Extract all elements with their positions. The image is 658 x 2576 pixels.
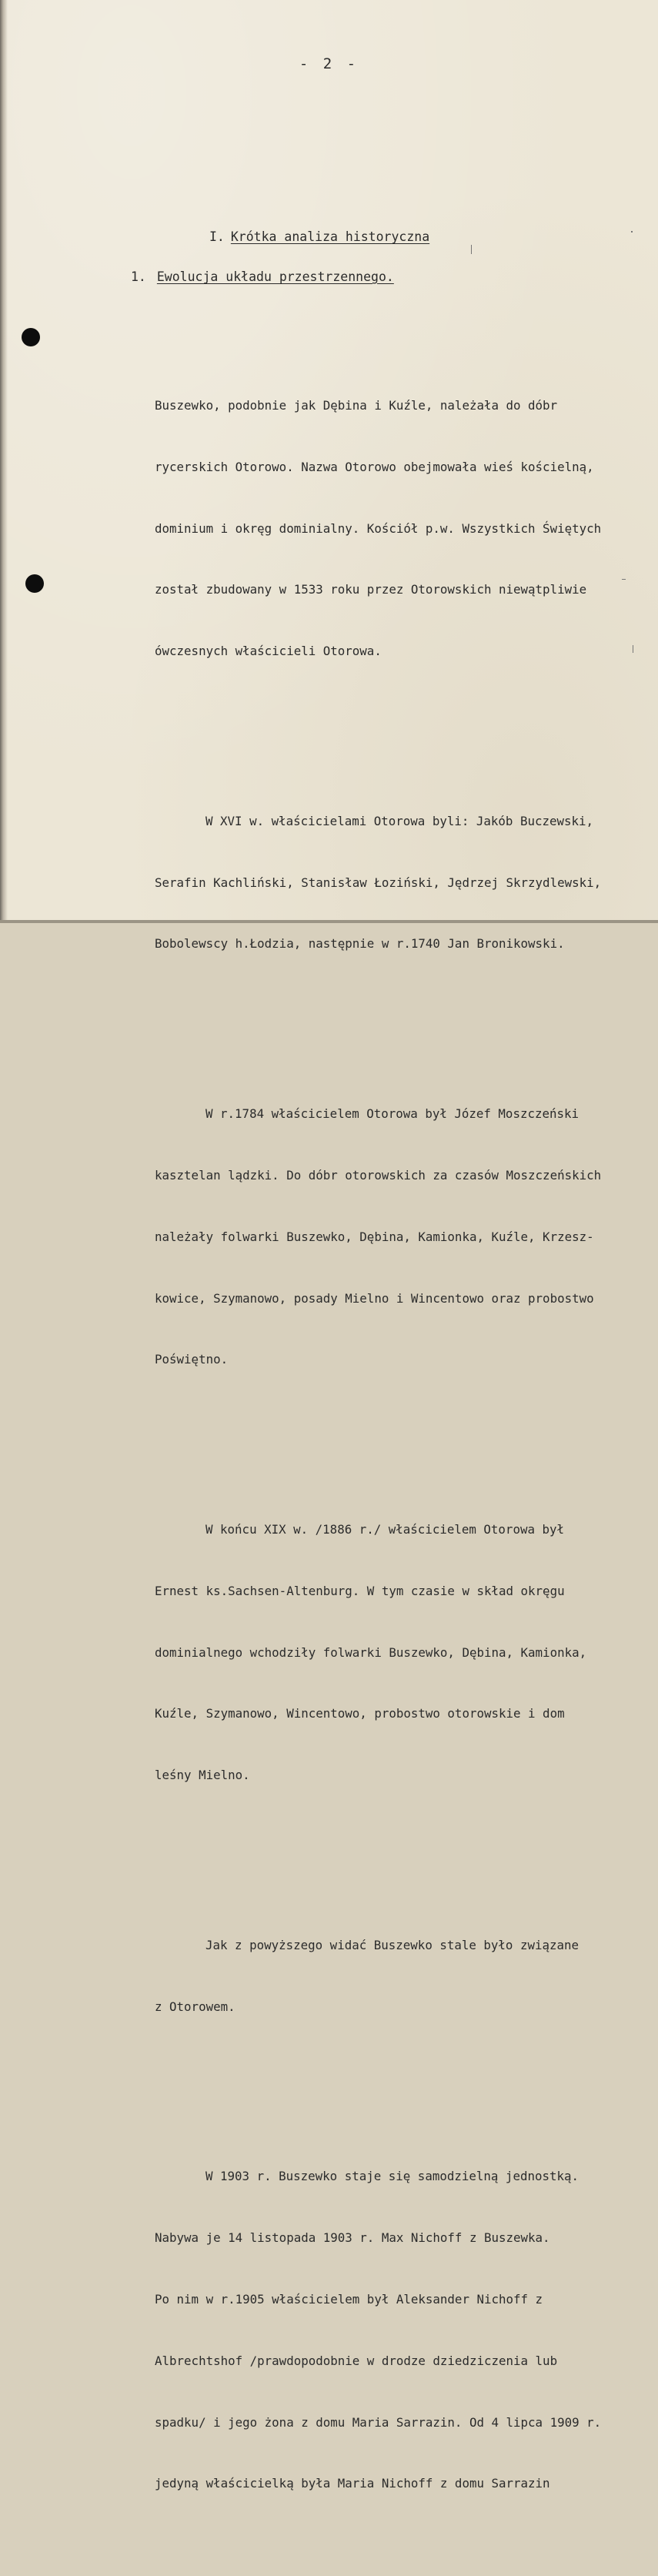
text-line: kasztelan lądzki. Do dóbr otorowskich za czasów Moszczeńskich <box>155 1167 602 1183</box>
text-line: należały folwarki Buszewko, Dębina, Kamionka, Kuźle, Krzesz- <box>155 1229 594 1244</box>
text-line: W końcu XIX w. /1886 r./ właścicielem Otorowa był <box>205 1522 565 1537</box>
subsection-heading <box>131 269 394 284</box>
body-text <box>155 293 653 2576</box>
subsection-number: 1. <box>131 269 146 284</box>
text-line: kowice, Szymanowo, posady Mielno i Wincentowo oraz probostwo <box>155 1290 594 1306</box>
text-line: spadku/ i jego żona z domu Maria Sarrazin. Od 4 lipca 1909 r. <box>155 2414 602 2430</box>
page-number: - 2 - <box>299 55 359 72</box>
paragraph <box>155 1895 653 2059</box>
text-line: ówczesnych właścicieli Otorowa. <box>155 644 382 659</box>
punch-hole-bottom <box>25 574 44 593</box>
text-line: dominium i okręg dominialny. Kościół p.w. Wszystkich Świętych <box>155 520 602 536</box>
paragraph <box>155 355 653 703</box>
text-line: został zbudowany w 1533 roku przez Otorowskich niewątpliwie <box>155 582 587 597</box>
text-line: Poświętno. <box>155 1352 229 1367</box>
text-line: Po nim w r.1905 właścicielem był Aleksander Nichoff z <box>155 2292 543 2307</box>
scan-speck <box>471 245 472 254</box>
paragraph <box>155 771 653 996</box>
text-line: W r.1784 właścicielem Otorowa był Józef Moszczeński <box>205 1106 580 1122</box>
scan-edge-left <box>0 0 8 923</box>
paragraph <box>155 1063 653 1411</box>
section-title: Krótka analiza historyczna <box>230 229 430 244</box>
section-number: I. <box>209 229 225 244</box>
text-line: Albrechtshof /prawdopodobnie w drodze dziedziczenia lub <box>155 2353 558 2368</box>
scan-speck <box>622 579 626 580</box>
text-line: Buszewko, podobnie jak Dębina i Kuźle, należała do dóbr <box>155 397 558 413</box>
text-line: Ernest ks.Sachsen-Altenburg. W tym czasie w skład okręgu <box>155 1583 565 1598</box>
subsection-title: Ewolucja układu przestrzennego. <box>156 269 394 284</box>
text-line: Serafin Kachliński, Stanisław Łoziński, Jędrzej Skrzydlewski, <box>155 875 602 890</box>
paragraph <box>155 1479 653 1827</box>
text-line: Nabywa je 14 listopada 1903 r. Max Nichoff z Buszewka. <box>155 2230 550 2246</box>
paragraph <box>155 2126 653 2535</box>
text-line: W XVI w. właścicielami Otorowa byli: Jakób Buczewski, <box>205 813 594 828</box>
text-line: W 1903 r. Buszewko staje się samodzielną jednostką. <box>205 2169 580 2184</box>
text-line: leśny Mielno. <box>155 1768 250 1783</box>
text-line: Jak z powyższego widać Buszewko stale było związane <box>205 1937 580 1952</box>
scan-speck <box>631 231 633 233</box>
text-line: rycerskich Otorowo. Nazwa Otorowo obejmowała wieś kościelną, <box>155 459 594 474</box>
text-line: dominialnego wchodziły folwarki Buszewko, Dębina, Kamionka, <box>155 1644 587 1660</box>
text-line: Kuźle, Szymanowo, Wincentowo, probostwo otorowskie i dom <box>155 1706 565 1721</box>
text-line: jedyną właścicielką była Maria Nichoff z domu Sarrazin <box>155 2476 550 2491</box>
text-line: z Otorowem. <box>155 1999 235 2014</box>
section-heading <box>209 229 429 244</box>
punch-hole-top <box>22 328 40 346</box>
text-line: Bobolewscy h.Łodzia, następnie w r.1740 Jan Bronikowski. <box>155 936 565 952</box>
